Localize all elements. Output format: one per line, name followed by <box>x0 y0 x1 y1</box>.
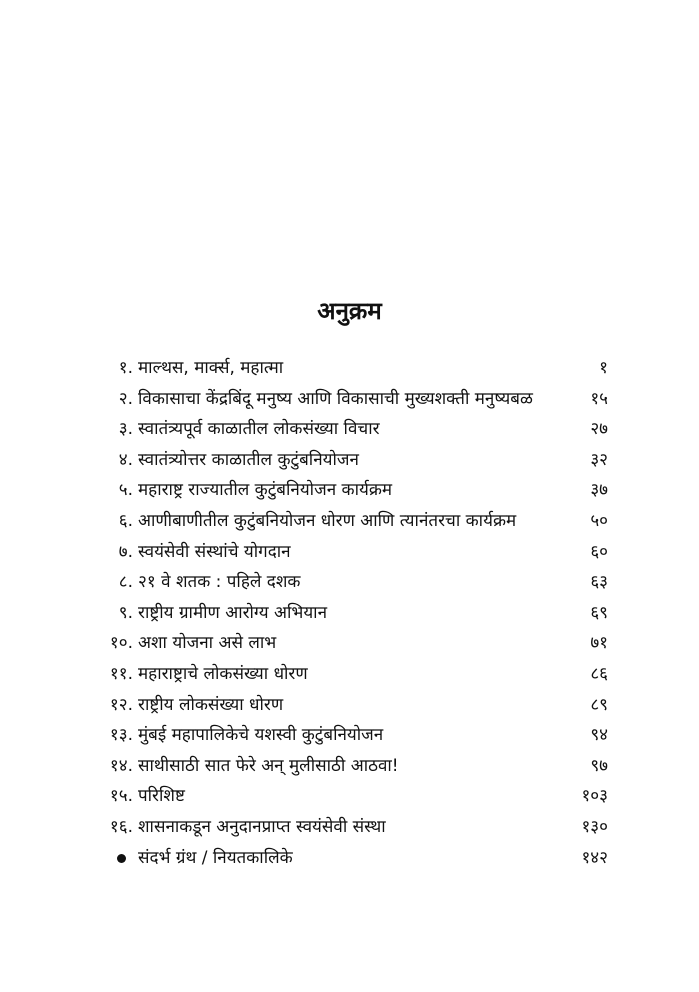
toc-entry-title: स्वातंत्र्यपूर्व काळातील लोकसंख्या विचार <box>138 419 380 440</box>
toc-entry-page: ८९ <box>590 694 608 715</box>
toc-entry <box>0 448 699 479</box>
toc-entry-number: १३. <box>109 725 133 746</box>
toc-entry-page: ६० <box>590 541 608 562</box>
toc-entry-number: ८. <box>118 572 133 593</box>
toc-entry <box>0 356 699 387</box>
toc-entry-title: संदर्भ ग्रंथ / नियतकालिके <box>138 847 293 868</box>
toc-entry-title: राष्ट्रीय ग्रामीण आरोग्य अभियान <box>138 602 328 623</box>
toc-entry <box>0 387 699 418</box>
toc-entry-page: ३७ <box>590 480 608 501</box>
toc-entry-page: ७१ <box>590 633 608 654</box>
toc-entry-title: महाराष्ट्राचे लोकसंख्या धोरण <box>138 663 308 684</box>
toc-entry-number: ५. <box>118 480 133 501</box>
toc-entry-number: १५. <box>109 786 133 807</box>
toc-entry-page: १५ <box>590 388 608 409</box>
toc-entry-page: ६९ <box>590 602 608 623</box>
toc-entry-title: शासनाकडून अनुदानप्राप्त स्वयंसेवी संस्था <box>138 816 386 837</box>
toc-entry <box>0 509 699 540</box>
toc-entry-number: ९. <box>118 602 133 623</box>
toc-entry-page: १ <box>599 358 608 378</box>
toc-entry-title: अशा योजना असे लाभ <box>138 633 277 654</box>
toc-entry-number: ४. <box>118 449 133 470</box>
toc-entry <box>0 784 699 815</box>
toc-entry-page: ९४ <box>590 725 608 746</box>
toc-entry-title: माल्थस, मार्क्स, महात्मा <box>138 358 284 378</box>
toc-entry-number: ११. <box>109 663 133 684</box>
toc-entry-title: राष्ट्रीय लोकसंख्या धोरण <box>138 694 284 715</box>
toc-entry-number: १४. <box>109 755 133 776</box>
toc-entry <box>0 815 699 846</box>
toc-entry <box>0 417 699 448</box>
toc-title: अनुक्रम <box>317 297 382 325</box>
toc-entry-page: ३२ <box>590 449 608 470</box>
toc-entry <box>0 631 699 662</box>
toc-list <box>0 356 699 876</box>
toc-entry-title: साथीसाठी सात फेरे अन् मुलीसाठी आठवा! <box>138 755 399 776</box>
toc-entry-page: २७ <box>590 419 608 440</box>
toc-entry-title: महाराष्ट्र राज्यातील कुटुंबनियोजन कार्यक्रम <box>138 480 393 501</box>
toc-entry-page: १०३ <box>581 786 608 807</box>
toc-entry-title: स्वयंसेवी संस्थांचे योगदान <box>138 541 291 562</box>
toc-entry-number: २. <box>118 388 133 409</box>
toc-entry-number: ३. <box>118 419 133 440</box>
toc-entry-number: १०. <box>109 633 133 654</box>
toc-entry <box>0 601 699 632</box>
toc-entry <box>0 723 699 754</box>
bullet-icon <box>117 854 126 863</box>
toc-entry <box>0 570 699 601</box>
toc-entry-number: ६. <box>118 510 133 531</box>
toc-entry-title: २१ वे शतक : पहिले दशक <box>138 572 301 593</box>
toc-entry-page: १३० <box>581 816 608 837</box>
toc-entry-title: स्वातंत्र्योत्तर काळातील कुटुंबनियोजन <box>138 449 359 470</box>
toc-entry-page: ८६ <box>590 663 608 684</box>
toc-entry-number: १. <box>118 358 133 378</box>
toc-entry-page: ९७ <box>590 755 608 776</box>
toc-entry-number: ७. <box>118 541 133 562</box>
toc-entry-title: परिशिष्ट <box>138 786 185 807</box>
toc-entry <box>0 693 699 724</box>
toc-entry <box>0 540 699 571</box>
toc-entry-page: ५० <box>590 510 608 531</box>
toc-entry-bullet <box>0 846 699 877</box>
toc-entry-number: १६. <box>109 816 133 837</box>
toc-entry-page: ६३ <box>590 572 608 593</box>
toc-entry-title: आणीबाणीतील कुटुंबनियोजन धोरण आणि त्यानंतरचा कार्यक्रम <box>138 510 517 531</box>
toc-entry-number: १२. <box>109 694 133 715</box>
toc-entry <box>0 478 699 509</box>
toc-entry <box>0 662 699 693</box>
toc-entry-page: १४२ <box>581 847 608 868</box>
toc-entry-title: विकासाचा केंद्रबिंदू मनुष्य आणि विकासाची मुख्यशक्ती मनुष्यबळ <box>138 388 533 409</box>
toc-entry <box>0 754 699 785</box>
toc-entry-title: मुंबई महापालिकेचे यशस्वी कुटुंबनियोजन <box>138 725 384 746</box>
